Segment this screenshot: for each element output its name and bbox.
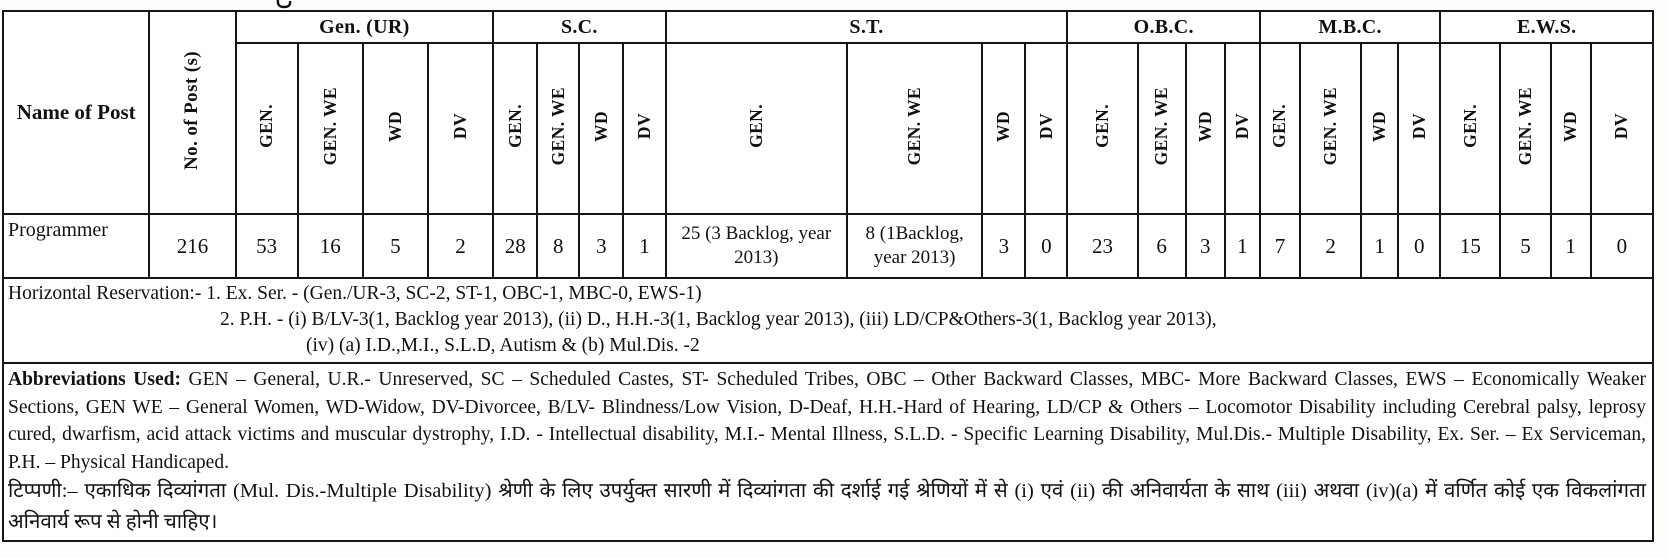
cell-ews-gen: 15 [1440, 214, 1500, 278]
subheader-ews-wd [1551, 43, 1591, 214]
sub-header-row [3, 43, 1653, 214]
subheader-label: WD [1560, 110, 1581, 142]
vacancy-reservation-table [2, 10, 1654, 542]
cell-ews-wd: 1 [1551, 214, 1591, 278]
cell-obc-gen: 23 [1067, 214, 1137, 278]
header-no-of-posts-label: No. of Post (s) [181, 50, 203, 170]
subheader-label: GEN. WE [904, 86, 925, 166]
group-header-obc: O.B.C. [1067, 11, 1259, 43]
group-header-sc: S.C. [493, 11, 665, 43]
horizontal-reservation-line3: (iv) (a) I.D.,M.I., S.L.D, Autism & (b) Mul.Dis. -2 [306, 335, 700, 356]
cell-mbc-wd: 1 [1361, 214, 1398, 278]
abbreviations-paragraph [8, 366, 1646, 476]
subheader-label: DV [1408, 112, 1429, 140]
header-name-of-post: Name of Post [3, 11, 149, 214]
subheader-label: DV [633, 112, 654, 140]
subheader-st-gen-we [847, 43, 982, 214]
cell-ur-dv: 2 [428, 214, 493, 278]
subheader-sc-gen-we [537, 43, 579, 214]
subheader-label: GEN. WE [319, 86, 340, 166]
cell-obc-dv: 1 [1225, 214, 1260, 278]
subheader-obc-dv [1225, 43, 1260, 214]
cell-post-name: Programmer [3, 214, 149, 278]
cell-total-posts: 216 [149, 214, 235, 278]
cell-obc-gen-we: 6 [1138, 214, 1186, 278]
cell-ur-gen: 53 [236, 214, 298, 278]
subheader-gen-ur-wd [363, 43, 428, 214]
horizontal-reservation-cell [3, 278, 1653, 363]
header-no-of-posts [149, 11, 235, 214]
abbreviations-text: GEN – General, U.R.- Unreserved, SC – Scheduled Castes, ST- Scheduled Tribes, OBC – Other Backward Classes, MBC- More Backward Classes, EWS – Economically Weaker Sections, GEN WE – General Women, WD-Widow, DV-Divorcee, B/LV- Blindness/Low Vision, D-Deaf, H.H.-Hard of Hearing, LD/CP & Others – Locomotor Disability including Cerebral palsy, leprosy cured, dwarfism, acid attack victims and muscular dystrophy, I.D. - Intellectual disability, M.I.- Mental Illness, S.L.D. - Specific Learning Disability, Mul.Dis.- Multiple Disability, Ex. Ser. – Ex Serviceman, P.H. – Physical Handicaped. [8, 369, 1646, 473]
subheader-obc-gen-we [1138, 43, 1186, 214]
group-header-st: S.T. [666, 11, 1068, 43]
cell-st-gen-we: 8 (1Backlog, year 2013) [847, 214, 982, 278]
subheader-ews-gen [1440, 43, 1500, 214]
horizontal-reservation-row [3, 278, 1653, 363]
cell-ur-wd: 5 [363, 214, 428, 278]
subheader-label: GEN. [1269, 104, 1290, 148]
group-header-gen-ur: Gen. (UR) [236, 11, 494, 43]
cell-st-gen: 25 (3 Backlog, year 2013) [666, 214, 847, 278]
hindi-note: टिप्पणी:– एकाधिक दिव्यांगता (Mul. Dis.-Multiple Disability) श्रेणी के लिए उपर्युक्त सारणी में दिव्यांगता की दर्शाई गई श्रेणियों में से (i) एवं (ii) की अनिवार्यता के साथ (iii) अथवा (iv)(a) में वर्णित कोई एक विकलांगता अनिवार्य रूप से होनी चाहिए। [8, 480, 1646, 533]
subheader-label: DV [1035, 112, 1056, 140]
subheader-ews-dv [1591, 43, 1653, 214]
subheader-mbc-wd [1361, 43, 1398, 214]
subheader-ews-gen-we [1500, 43, 1550, 214]
subheader-sc-dv [623, 43, 665, 214]
data-row-programmer [3, 214, 1653, 278]
cell-sc-gen-we: 8 [537, 214, 579, 278]
subheader-label: DV [1231, 112, 1252, 140]
cell-st-dv: 0 [1025, 214, 1067, 278]
cell-mbc-dv: 0 [1398, 214, 1440, 278]
cell-st-wd: 3 [982, 214, 1025, 278]
cell-ews-dv: 0 [1591, 214, 1653, 278]
subheader-label: WD [1194, 110, 1215, 142]
subheader-label: GEN. [256, 104, 277, 148]
subheader-label: GEN. [1092, 104, 1113, 148]
subheader-st-dv [1025, 43, 1067, 214]
subheader-st-wd [982, 43, 1025, 214]
subheader-label: WD [590, 110, 611, 142]
subheader-sc-wd [579, 43, 623, 214]
subheader-obc-wd [1186, 43, 1225, 214]
subheader-gen-ur-gen-we [298, 43, 363, 214]
cell-sc-gen: 28 [493, 214, 537, 278]
subheader-label: GEN. WE [547, 86, 568, 166]
subheader-mbc-gen [1260, 43, 1300, 214]
group-header-ews: E.W.S. [1440, 11, 1653, 43]
abbreviations-cell [3, 363, 1653, 541]
subheader-sc-gen [493, 43, 537, 214]
subheader-gen-ur-dv [428, 43, 493, 214]
subheader-label: GEN. [504, 104, 525, 148]
horizontal-reservation-line2: 2. P.H. - (i) B/LV-3(1, Backlog year 2013), (ii) D., H.H.-3(1, Backlog year 2013), (iii) LD/CP&Others-3(1, Backlog year 2013), [220, 309, 1217, 330]
cell-obc-wd: 3 [1186, 214, 1225, 278]
subheader-st-gen [666, 43, 847, 214]
subheader-gen-ur-gen [236, 43, 298, 214]
subheader-label: GEN. WE [1320, 86, 1341, 166]
subheader-obc-gen [1067, 43, 1137, 214]
cell-ur-gen-we: 16 [298, 214, 363, 278]
subheader-label: DV [1611, 112, 1632, 140]
subheader-label: GEN. WE [1515, 86, 1536, 166]
group-header-row [3, 11, 1653, 43]
cell-mbc-gen-we: 2 [1300, 214, 1361, 278]
subheader-label: WD [1369, 110, 1390, 142]
cell-ews-gen-we: 5 [1500, 214, 1550, 278]
subheader-mbc-dv [1398, 43, 1440, 214]
cropped-line-artifact [276, 0, 294, 9]
cell-sc-wd: 3 [579, 214, 623, 278]
group-header-mbc: M.B.C. [1260, 11, 1440, 43]
subheader-mbc-gen-we [1300, 43, 1361, 214]
subheader-label: WD [993, 110, 1014, 142]
abbreviations-row [3, 363, 1653, 541]
subheader-label: GEN. [1459, 104, 1480, 148]
subheader-label: GEN. [745, 104, 766, 148]
abbreviations-label: Abbreviations Used: [8, 369, 181, 390]
subheader-label: GEN. WE [1151, 86, 1172, 166]
cell-mbc-gen: 7 [1260, 214, 1300, 278]
subheader-label: DV [450, 112, 471, 140]
cell-sc-dv: 1 [623, 214, 665, 278]
subheader-label: WD [384, 110, 405, 142]
horizontal-reservation-line1: Horizontal Reservation:- 1. Ex. Ser. - (Gen./UR-3, SC-2, ST-1, OBC-1, MBC-0, EWS-1) [8, 283, 702, 304]
